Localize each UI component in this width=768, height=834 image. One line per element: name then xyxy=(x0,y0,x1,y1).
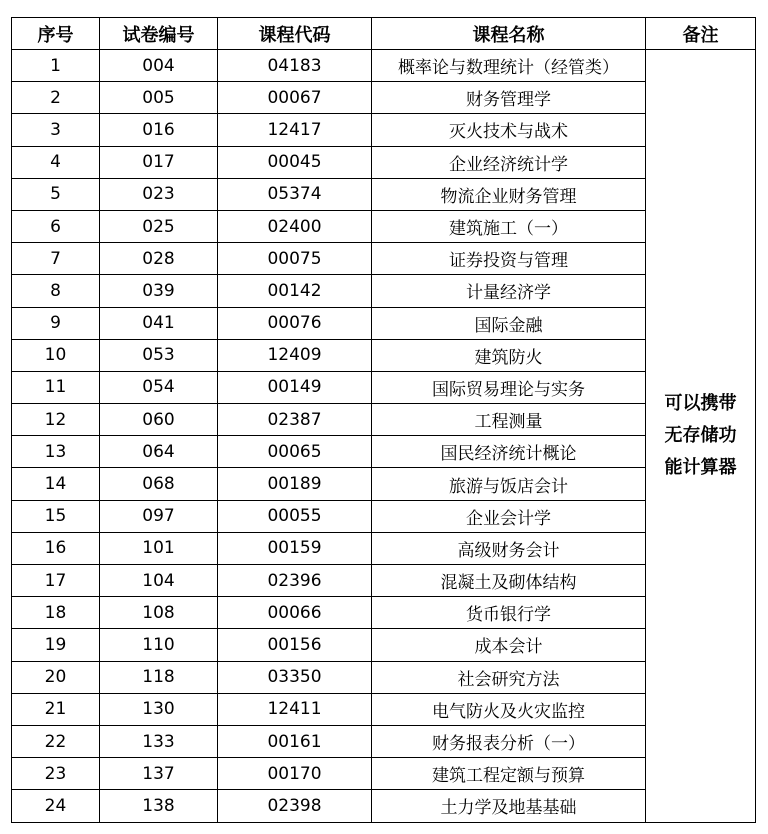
header-paper-number: 试卷编号 xyxy=(100,18,218,50)
cell-paper-number: 053 xyxy=(100,339,218,371)
table-row xyxy=(12,275,756,307)
table-row xyxy=(12,178,756,210)
cell-course-code: 00189 xyxy=(218,468,372,500)
cell-paper-number: 060 xyxy=(100,404,218,436)
table-row xyxy=(12,243,756,275)
cell-seq: 17 xyxy=(12,565,100,597)
cell-course-code: 00076 xyxy=(218,307,372,339)
cell-seq: 2 xyxy=(12,82,100,114)
cell-paper-number: 130 xyxy=(100,693,218,725)
cell-paper-number: 028 xyxy=(100,243,218,275)
cell-seq: 12 xyxy=(12,404,100,436)
cell-course-code: 02396 xyxy=(218,565,372,597)
cell-seq: 1 xyxy=(12,50,100,82)
header-course-code: 课程代码 xyxy=(218,18,372,50)
cell-paper-number: 108 xyxy=(100,597,218,629)
cell-seq: 8 xyxy=(12,275,100,307)
cell-seq: 9 xyxy=(12,307,100,339)
cell-course-name: 旅游与饭店会计 xyxy=(372,468,646,500)
cell-course-name: 土力学及地基基础 xyxy=(372,790,646,822)
table-row xyxy=(12,146,756,178)
cell-paper-number: 104 xyxy=(100,565,218,597)
cell-course-code: 00142 xyxy=(218,275,372,307)
cell-seq: 7 xyxy=(12,243,100,275)
cell-paper-number: 054 xyxy=(100,371,218,403)
table-row xyxy=(12,790,756,822)
cell-course-code: 02387 xyxy=(218,404,372,436)
cell-course-code: 00149 xyxy=(218,371,372,403)
cell-course-name: 财务管理学 xyxy=(372,82,646,114)
cell-seq: 6 xyxy=(12,210,100,242)
cell-paper-number: 023 xyxy=(100,178,218,210)
cell-paper-number: 097 xyxy=(100,500,218,532)
header-course-name: 课程名称 xyxy=(372,18,646,50)
table-row xyxy=(12,82,756,114)
cell-seq: 10 xyxy=(12,339,100,371)
table-row xyxy=(12,758,756,790)
cell-course-name: 财务报表分析（一） xyxy=(372,725,646,757)
cell-course-code: 05374 xyxy=(218,178,372,210)
cell-course-name: 电气防火及火灾监控 xyxy=(372,693,646,725)
cell-paper-number: 138 xyxy=(100,790,218,822)
header-remarks: 备注 xyxy=(646,18,756,50)
cell-course-name: 物流企业财务管理 xyxy=(372,178,646,210)
cell-course-name: 企业会计学 xyxy=(372,500,646,532)
cell-course-name: 计量经济学 xyxy=(372,275,646,307)
cell-seq: 13 xyxy=(12,436,100,468)
table-row xyxy=(12,468,756,500)
cell-course-code: 12409 xyxy=(218,339,372,371)
cell-course-name: 企业经济统计学 xyxy=(372,146,646,178)
cell-paper-number: 110 xyxy=(100,629,218,661)
cell-seq: 3 xyxy=(12,114,100,146)
cell-course-code: 04183 xyxy=(218,50,372,82)
cell-seq: 24 xyxy=(12,790,100,822)
cell-paper-number: 133 xyxy=(100,725,218,757)
cell-course-code: 00170 xyxy=(218,758,372,790)
table-row xyxy=(12,339,756,371)
table-row xyxy=(12,565,756,597)
cell-paper-number: 004 xyxy=(100,50,218,82)
cell-seq: 16 xyxy=(12,532,100,564)
cell-seq: 11 xyxy=(12,371,100,403)
cell-course-name: 建筑工程定额与预算 xyxy=(372,758,646,790)
table-row xyxy=(12,371,756,403)
cell-course-name: 成本会计 xyxy=(372,629,646,661)
remarks-line: 能计算器 xyxy=(664,456,737,478)
table-row xyxy=(12,693,756,725)
cell-seq: 4 xyxy=(12,146,100,178)
exam-course-table xyxy=(11,17,756,823)
cell-course-code: 03350 xyxy=(218,661,372,693)
cell-paper-number: 025 xyxy=(100,210,218,242)
table-row xyxy=(12,500,756,532)
table-row xyxy=(12,210,756,242)
cell-course-name: 证券投资与管理 xyxy=(372,243,646,275)
cell-seq: 23 xyxy=(12,758,100,790)
table-row xyxy=(12,725,756,757)
table-row xyxy=(12,114,756,146)
cell-seq: 21 xyxy=(12,693,100,725)
header-row xyxy=(12,18,756,50)
cell-course-code: 02398 xyxy=(218,790,372,822)
table-row xyxy=(12,597,756,629)
cell-course-code: 02400 xyxy=(218,210,372,242)
cell-course-code: 00159 xyxy=(218,532,372,564)
cell-seq: 18 xyxy=(12,597,100,629)
cell-course-name: 货币银行学 xyxy=(372,597,646,629)
table-row xyxy=(12,50,756,82)
cell-paper-number: 137 xyxy=(100,758,218,790)
cell-course-code: 00067 xyxy=(218,82,372,114)
cell-course-code: 12411 xyxy=(218,693,372,725)
cell-seq: 19 xyxy=(12,629,100,661)
cell-seq: 5 xyxy=(12,178,100,210)
cell-paper-number: 017 xyxy=(100,146,218,178)
cell-course-code: 00075 xyxy=(218,243,372,275)
cell-course-name: 国际金融 xyxy=(372,307,646,339)
cell-course-code: 00156 xyxy=(218,629,372,661)
cell-paper-number: 064 xyxy=(100,436,218,468)
cell-course-code: 12417 xyxy=(218,114,372,146)
cell-paper-number: 039 xyxy=(100,275,218,307)
cell-seq: 14 xyxy=(12,468,100,500)
cell-course-name: 国际贸易理论与实务 xyxy=(372,371,646,403)
cell-seq: 15 xyxy=(12,500,100,532)
cell-course-name: 工程测量 xyxy=(372,404,646,436)
table-row xyxy=(12,436,756,468)
cell-course-code: 00161 xyxy=(218,725,372,757)
table-row xyxy=(12,532,756,564)
cell-course-name: 建筑施工（一） xyxy=(372,210,646,242)
cell-course-name: 社会研究方法 xyxy=(372,661,646,693)
cell-course-name: 国民经济统计概论 xyxy=(372,436,646,468)
header-seq: 序号 xyxy=(12,18,100,50)
remarks-line: 无存储功 xyxy=(664,424,737,446)
cell-course-name: 高级财务会计 xyxy=(372,532,646,564)
cell-course-name: 灭火技术与战术 xyxy=(372,114,646,146)
table-row xyxy=(12,661,756,693)
cell-paper-number: 005 xyxy=(100,82,218,114)
cell-course-name: 建筑防火 xyxy=(372,339,646,371)
cell-paper-number: 118 xyxy=(100,661,218,693)
table-row xyxy=(12,307,756,339)
cell-course-name: 混凝土及砌体结构 xyxy=(372,565,646,597)
remarks-line: 可以携带 xyxy=(664,392,737,414)
table-row xyxy=(12,629,756,661)
cell-paper-number: 068 xyxy=(100,468,218,500)
remarks-cell xyxy=(646,50,756,823)
cell-course-code: 00066 xyxy=(218,597,372,629)
cell-paper-number: 101 xyxy=(100,532,218,564)
cell-seq: 22 xyxy=(12,725,100,757)
cell-course-code: 00055 xyxy=(218,500,372,532)
table-row xyxy=(12,404,756,436)
cell-course-code: 00065 xyxy=(218,436,372,468)
cell-paper-number: 041 xyxy=(100,307,218,339)
cell-course-code: 00045 xyxy=(218,146,372,178)
cell-seq: 20 xyxy=(12,661,100,693)
cell-course-name: 概率论与数理统计（经管类） xyxy=(372,50,646,82)
cell-paper-number: 016 xyxy=(100,114,218,146)
